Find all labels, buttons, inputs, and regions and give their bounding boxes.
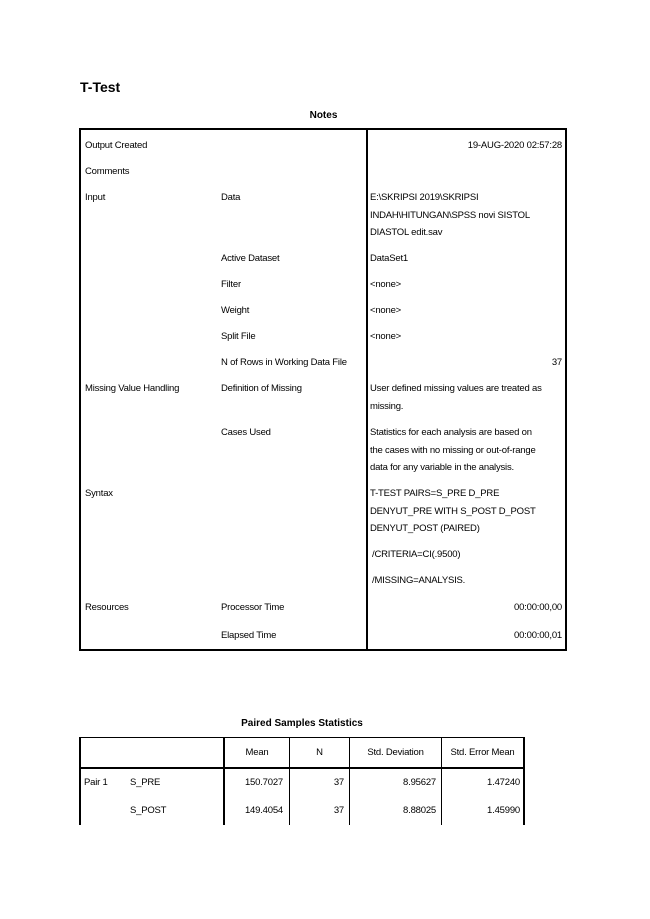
cell-n: 37 (333, 805, 344, 816)
table-rule (79, 737, 81, 825)
output-created-value: 19-AUG-2020 02:57:28 (467, 140, 562, 151)
cell-n: 37 (333, 777, 344, 788)
elapsed-time-label: Elapsed Time (221, 630, 277, 641)
col-header-mean: Mean (245, 747, 269, 758)
n-rows-value: 37 (551, 357, 562, 368)
syntax-line: DENYUT_PRE WITH S_POST D_POST (370, 505, 536, 517)
definition-of-missing-label: Definition of Missing (221, 383, 302, 394)
comments-label: Comments (85, 166, 130, 177)
active-dataset-value: DataSet1 (370, 253, 409, 264)
resources-label: Resources (85, 602, 129, 613)
paired-stats-table (79, 737, 525, 825)
input-label: Input (85, 192, 106, 203)
table-rule (79, 737, 525, 738)
syntax-line: T-TEST PAIRS=S_PRE D_PRE (370, 488, 500, 499)
syntax-criteria: /CRITERIA=CI(.9500) (372, 549, 461, 560)
cases-used-line: Statistics for each analysis are based on (370, 427, 532, 438)
row-variable: S_POST (130, 805, 167, 816)
processor-time-label: Processor Time (221, 602, 285, 613)
processor-time-value: 00:00:00,00 (514, 602, 562, 613)
active-dataset-label: Active Dataset (221, 253, 280, 264)
data-label: Data (221, 192, 241, 203)
filter-label: Filter (221, 279, 241, 290)
table-rule (523, 737, 525, 825)
cases-used-value (370, 424, 562, 477)
weight-label: Weight (221, 305, 250, 316)
syntax-label: Syntax (85, 488, 113, 499)
split-file-value: <none> (370, 331, 402, 342)
pair-label: Pair 1 (84, 777, 108, 788)
missing-value-handling-label: Missing Value Handling (85, 383, 180, 394)
col-header-std-deviation: Std. Deviation (367, 747, 424, 758)
cell-std-deviation: 8.95627 (403, 777, 436, 788)
col-header-std-error-mean: Std. Error Mean (450, 747, 515, 758)
n-rows-label: N of Rows in Working Data File (221, 357, 347, 368)
cell-mean: 149.4054 (244, 805, 283, 816)
cell-std-deviation: 8.88025 (403, 805, 436, 816)
definition-line: missing. (370, 400, 404, 412)
col-header-n: N (316, 747, 323, 758)
notes-table (79, 128, 567, 651)
cases-used-line: the cases with no missing or out-of-range (370, 444, 536, 456)
definition-of-missing-value (370, 380, 562, 415)
output-created-label: Output Created (85, 140, 148, 151)
cell-std-error-mean: 1.45990 (487, 805, 520, 816)
page-title: T-Test (80, 79, 121, 95)
definition-line: User defined missing values are treated as (370, 383, 542, 394)
weight-value: <none> (370, 305, 402, 316)
cell-std-error-mean: 1.47240 (487, 777, 520, 788)
row-variable: S_PRE (130, 777, 161, 788)
syntax-missing: /MISSING=ANALYSIS. (372, 575, 466, 586)
cell-mean: 150.7027 (244, 777, 283, 788)
notes-caption: Notes (309, 110, 338, 121)
data-value-line: INDAH\HITUNGAN\SPSS novi SISTOL (370, 209, 530, 221)
data-value-line: DIASTOL edit.sav (370, 227, 443, 238)
data-value (370, 189, 562, 242)
syntax-value (370, 485, 562, 538)
table-rule (79, 767, 525, 769)
split-file-label: Split File (221, 331, 256, 342)
filter-value: <none> (370, 279, 402, 290)
paired-stats-caption: Paired Samples Statistics (241, 718, 363, 729)
elapsed-time-value: 00:00:00,01 (514, 630, 562, 641)
notes-column-divider (366, 130, 368, 649)
syntax-line: DENYUT_POST (PAIRED) (370, 523, 480, 534)
data-value-line: E:\SKRIPSI 2019\SKRIPSI (370, 192, 479, 203)
cases-used-label: Cases Used (221, 427, 271, 438)
cases-used-line: data for any variable in the analysis. (370, 462, 514, 473)
